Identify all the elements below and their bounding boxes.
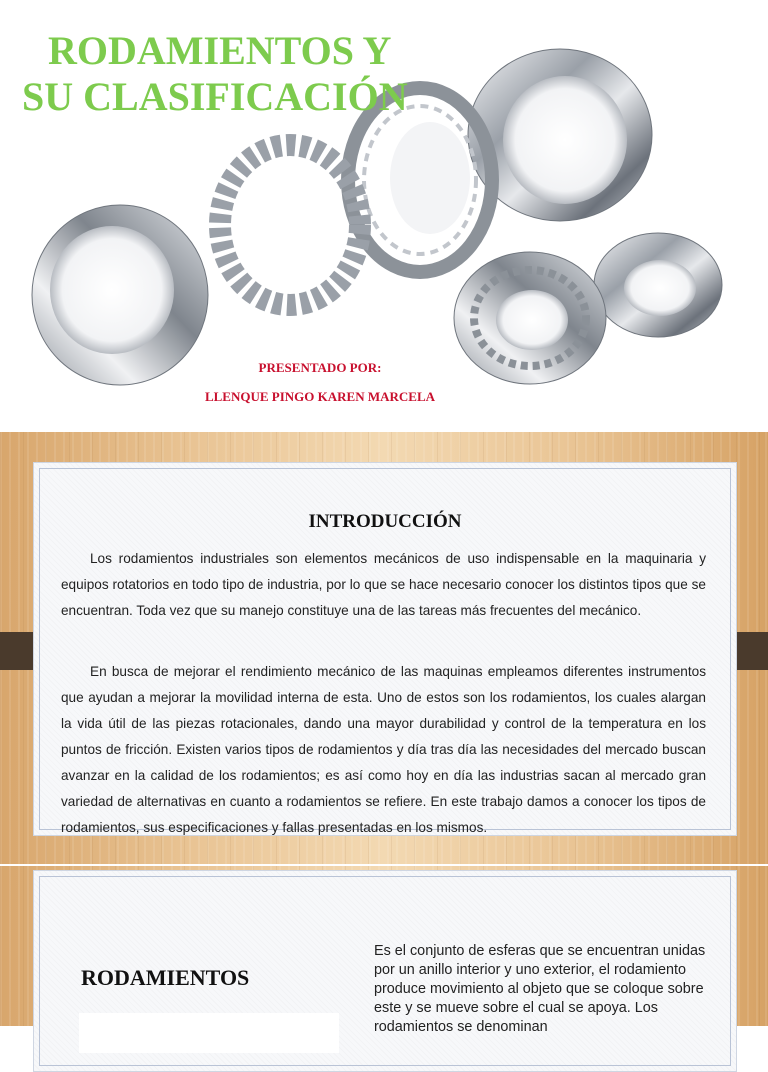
rodamientos-slide [0, 866, 768, 1035]
content-card [33, 462, 737, 836]
inner-ring-left [32, 205, 208, 385]
introduction-heading: INTRODUCCIÓN [308, 511, 462, 532]
intro-paragraph-1: Los rodamientos industriales son elementos mecánicos de uso indispensable en la maquinaria y equipos rotatorios en todo tipo de industria, por lo que se hace necesario conocer los distintos tipos que se encuentran. Toda vez que su manejo constituye una de las tareas más frecuentes del mecánico. [61, 551, 706, 618]
roller-cage [220, 145, 360, 305]
presenter-name: LLENQUE PINGO KAREN MARCELA [204, 389, 436, 404]
intro-paragraph-2: En busca de mejorar el rendimiento mecánico de las maquinas empleamos diferentes instrumentos que ayudan a mejorar la movilidad interna de esta. Uno de estos son los rodamientos, los cuales alargan la vida útil de las piezas rotacionales, dando una mayor durabilidad y control de la temperatura en los puntos de fricción. Existen varios tipos de rodamientos y día tras día las necesidades del mercado buscan avanzar en la calidad de los rodamientos; es así como hoy en día las industrias sacan al mercado gran variedad de alternativas en cuanto a rodamientos se refiere. En este trabajo damos a conocer los tipos de rodamientos, sus especificaciones y fallas presentadas en los mismos. [61, 664, 706, 835]
presenter-label: PRESENTADO POR: [258, 360, 382, 375]
rodamientos-heading: RODAMIENTOS [81, 965, 250, 990]
introduction-slide [0, 432, 768, 864]
content-card [33, 870, 737, 1072]
title-line-1: RODAMIENTOS Y [48, 28, 392, 73]
title-line-2: SU CLASIFICACIÓN [22, 74, 408, 119]
image-placeholder [79, 1013, 339, 1053]
title-slide [0, 0, 768, 432]
presentation-title [22, 28, 408, 120]
assembled-bearing-back [594, 233, 722, 337]
rodamientos-definition: Es el conjunto de esferas que se encuentran unidas por un anillo interior y uno exterior, el rodamiento produce movimiento al objeto que se coloque sobre este y se mueve sobre el cual se apoya. Los rodamientos se denominan [374, 943, 706, 1035]
